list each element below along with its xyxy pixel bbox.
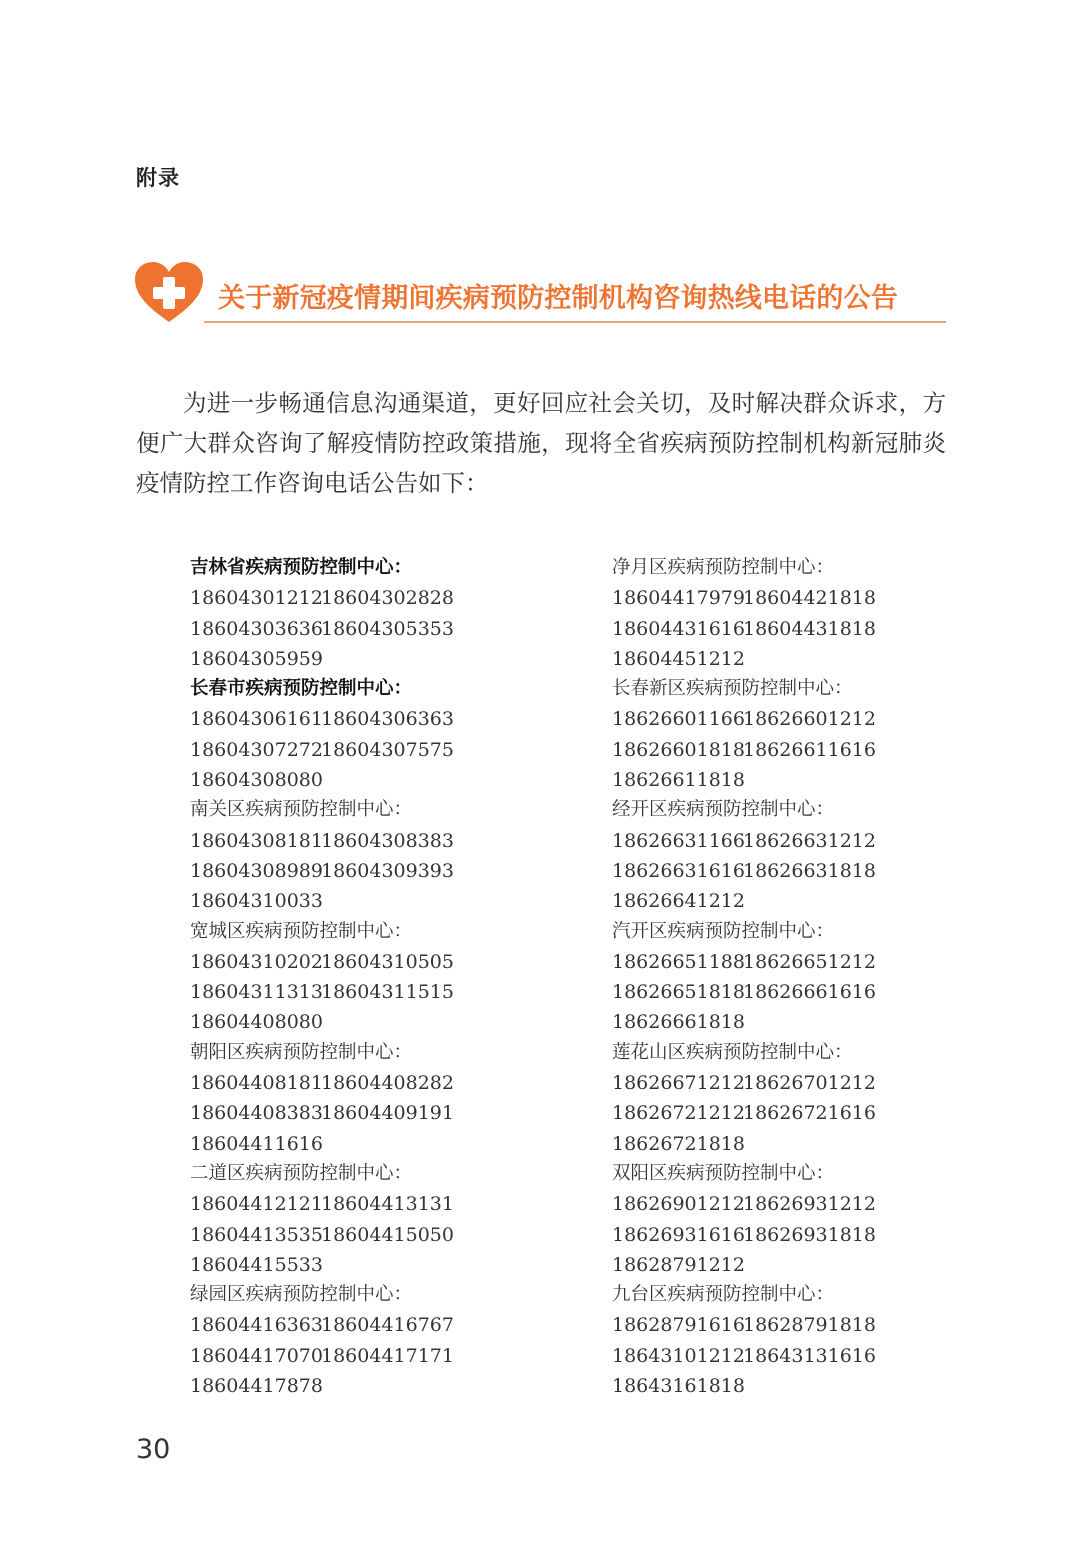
phone-number: 18604306363 (321, 708, 454, 731)
phone-number: 18626931818 (743, 1223, 876, 1246)
phone-number: 18626651818 (612, 981, 745, 1004)
phone-number: 18604310505 (321, 950, 454, 973)
phone-number: 18626641212 (612, 890, 745, 913)
center-name: 朝阳区疾病预防控制中心： (190, 1041, 413, 1063)
center-block (190, 795, 570, 916)
center-block (612, 1159, 992, 1280)
phone-number: 18604431616 (612, 617, 745, 640)
phone-number: 18604408181 (190, 1072, 323, 1095)
phone-row (190, 614, 570, 644)
phone-row (612, 1007, 992, 1037)
center-name: 经开区疾病预防控制中心： (612, 799, 835, 821)
phone-number: 18604408383 (190, 1102, 323, 1125)
phone-row (190, 583, 570, 613)
phone-number: 18604310033 (190, 890, 323, 913)
phone-number: 18626601818 (612, 738, 745, 761)
phone-number: 18643161818 (612, 1375, 745, 1398)
center-name: 长春新区疾病预防控制中心： (612, 678, 853, 700)
phone-row (190, 1250, 570, 1280)
phone-number: 18626651188 (612, 950, 745, 973)
notice-title: 关于新冠疫情期间疾病预防控制机构咨询热线电话的公告 (218, 283, 898, 314)
phone-number: 18604411616 (190, 1132, 323, 1155)
phone-row (612, 947, 992, 977)
phone-number: 18604415050 (321, 1223, 454, 1246)
phone-row (190, 1007, 570, 1037)
phone-number: 18643131616 (743, 1344, 876, 1367)
phone-row (190, 1189, 570, 1219)
phone-number: 18626721616 (743, 1102, 876, 1125)
center-name: 莲花山区疾病预防控制中心： (612, 1041, 853, 1063)
phone-number: 18604417070 (190, 1344, 323, 1367)
phone-number: 18604301212 (190, 587, 323, 610)
phone-number: 18626631166 (612, 829, 745, 852)
phone-row (612, 1098, 992, 1128)
phone-number: 18604451212 (612, 647, 745, 670)
phone-number: 18604310202 (190, 950, 323, 973)
center-block (612, 917, 992, 1038)
phone-number: 18628791818 (743, 1314, 876, 1337)
right-column (612, 553, 992, 1401)
phone-row (190, 977, 570, 1007)
phone-number: 18604416363 (190, 1314, 323, 1337)
phone-number: 18604415533 (190, 1253, 323, 1276)
phone-number: 18626651212 (743, 950, 876, 973)
phone-number: 18604431818 (743, 617, 876, 640)
phone-row (612, 644, 992, 674)
phone-row (612, 583, 992, 613)
phone-row (190, 1371, 570, 1401)
center-block (612, 795, 992, 916)
phone-number: 18604409191 (321, 1102, 454, 1125)
phone-row (612, 1220, 992, 1250)
phone-row (612, 886, 992, 916)
center-block (190, 1159, 570, 1280)
phone-row (190, 1310, 570, 1340)
phone-number: 18626611818 (612, 769, 745, 792)
phone-number: 18626931212 (743, 1193, 876, 1216)
center-block (190, 1280, 570, 1401)
phone-number: 18626721818 (612, 1132, 745, 1155)
phone-row (612, 856, 992, 886)
center-name: 吉林省疾病预防控制中心： (190, 557, 413, 578)
page-number: 30 (136, 1434, 171, 1465)
phone-row (190, 1129, 570, 1159)
phone-number: 18604308383 (321, 829, 454, 852)
phone-number: 18604308989 (190, 859, 323, 882)
center-name: 净月区疾病预防控制中心： (612, 557, 835, 578)
phone-row (190, 765, 570, 795)
phone-row (612, 826, 992, 856)
phone-number: 18604412121 (190, 1193, 323, 1216)
phone-row (612, 1250, 992, 1280)
phone-number: 18604308080 (190, 769, 323, 792)
phone-number: 18604306161 (190, 708, 323, 731)
center-block (612, 553, 992, 674)
phone-number: 18604305959 (190, 647, 323, 670)
heart-plus-icon (134, 262, 204, 324)
phone-row (612, 977, 992, 1007)
phone-row (612, 765, 992, 795)
phone-number: 18604307575 (321, 738, 454, 761)
phone-number: 18626701212 (743, 1072, 876, 1095)
phone-number: 18604311515 (321, 981, 454, 1004)
phone-number: 18604308181 (190, 829, 323, 852)
center-block (190, 1038, 570, 1159)
appendix-label: 附录 (136, 166, 180, 190)
phone-number: 18604303636 (190, 617, 323, 640)
phone-row (190, 704, 570, 734)
phone-number: 18626601166 (612, 708, 745, 731)
phone-number: 18604417979 (612, 587, 745, 610)
phone-number: 18604413131 (321, 1193, 454, 1216)
phone-number: 18626601212 (743, 708, 876, 731)
center-name: 汽开区疾病预防控制中心： (612, 920, 835, 942)
phone-number: 18626661818 (612, 1011, 745, 1034)
phone-number: 18626901212 (612, 1193, 745, 1216)
phone-row (612, 1129, 992, 1159)
phone-number: 18604417878 (190, 1375, 323, 1398)
phone-row (190, 644, 570, 674)
phone-number: 18626631212 (743, 829, 876, 852)
center-name: 双阳区疾病预防控制中心： (612, 1162, 835, 1184)
intro-paragraph (136, 383, 946, 503)
center-block (612, 1038, 992, 1159)
phone-number: 18643101212 (612, 1344, 745, 1367)
phone-row (612, 704, 992, 734)
center-name: 南关区疾病预防控制中心： (190, 799, 413, 821)
phone-row (612, 1068, 992, 1098)
phone-row (612, 1310, 992, 1340)
phone-number: 18628791212 (612, 1253, 745, 1276)
phone-number: 18628791616 (612, 1314, 745, 1337)
phone-row (612, 1371, 992, 1401)
phone-number: 18604302828 (321, 587, 454, 610)
phone-number: 18626721212 (612, 1102, 745, 1125)
center-block (612, 1280, 992, 1401)
center-name: 九台区疾病预防控制中心： (612, 1284, 835, 1306)
phone-row (612, 614, 992, 644)
phone-number: 18604408080 (190, 1011, 323, 1034)
phone-number: 18604311313 (190, 981, 323, 1004)
phone-row (612, 1341, 992, 1371)
phone-number: 18604421818 (743, 587, 876, 610)
phone-row (190, 735, 570, 765)
phone-number: 18626661616 (743, 981, 876, 1004)
title-bar (134, 262, 946, 326)
phone-row (612, 735, 992, 765)
center-block (190, 917, 570, 1038)
phone-number: 18626611616 (743, 738, 876, 761)
phone-number: 18604305353 (321, 617, 454, 640)
phone-row (190, 1220, 570, 1250)
phone-row (190, 1098, 570, 1128)
phone-row (612, 1189, 992, 1219)
phone-number: 18626631818 (743, 859, 876, 882)
phone-row (190, 826, 570, 856)
phone-row (190, 947, 570, 977)
phone-number: 18626671212 (612, 1072, 745, 1095)
left-column (190, 553, 570, 1401)
phone-row (190, 856, 570, 886)
center-block (612, 674, 992, 795)
center-block (190, 674, 570, 795)
phone-number: 18626631616 (612, 859, 745, 882)
center-block (190, 553, 570, 674)
intro-text: 为进一步畅通信息沟通渠道，更好回应社会关切，及时解决群众诉求，方便广大群众咨询了解疫情防控政策措施，现将全省疾病预防控制机构新冠肺炎疫情防控工作咨询电话公告如下： (136, 389, 946, 497)
phone-row (190, 886, 570, 916)
center-name: 二道区疾病预防控制中心： (190, 1162, 413, 1184)
center-name: 绿园区疾病预防控制中心： (190, 1284, 413, 1306)
phone-number: 18604307272 (190, 738, 323, 761)
phone-row (190, 1341, 570, 1371)
phone-row (190, 1068, 570, 1098)
phone-number: 18604416767 (321, 1314, 454, 1337)
title-underline (204, 321, 946, 323)
phone-number: 18604309393 (321, 859, 454, 882)
phone-number: 18604417171 (321, 1344, 454, 1367)
center-name: 宽城区疾病预防控制中心： (190, 920, 413, 942)
phone-number: 18604408282 (321, 1072, 454, 1095)
phone-number: 18626931616 (612, 1223, 745, 1246)
center-name: 长春市疾病预防控制中心： (190, 678, 413, 700)
phone-number: 18604413535 (190, 1223, 323, 1246)
